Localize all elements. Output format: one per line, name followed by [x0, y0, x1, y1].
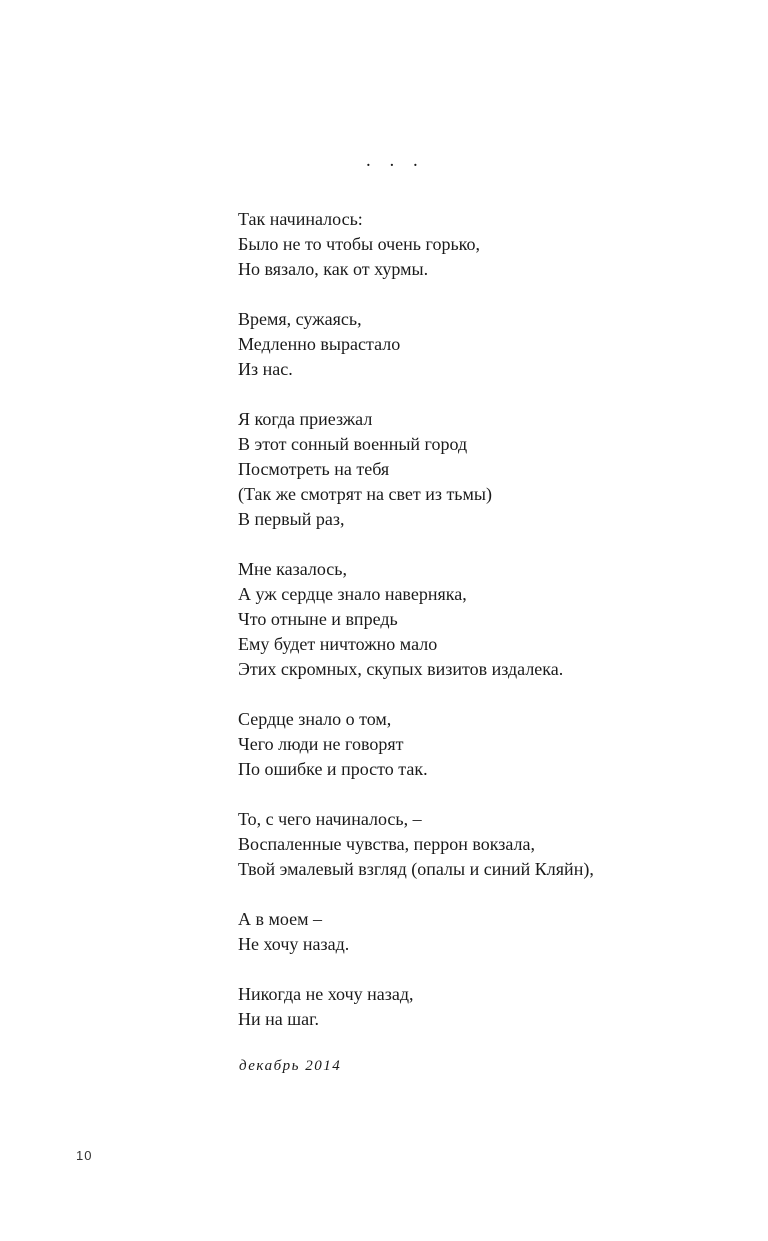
stanza-separator: . . .	[366, 150, 425, 171]
poem-line: Никогда не хочу назад,	[238, 984, 414, 1004]
poem-line: Мне казалось,	[238, 559, 347, 579]
poem-line: Медленно вырастало	[238, 334, 401, 354]
stanza-6	[238, 807, 758, 882]
poem-line: Но вязало, как от хурмы.	[238, 259, 429, 279]
stanza-5	[238, 707, 758, 782]
poem-line: Ему будет ничтожно мало	[238, 634, 438, 654]
poem-body	[238, 207, 758, 1057]
poem-line: В этот сонный военный город	[238, 434, 468, 454]
poem-line: Было не то чтобы очень горько,	[238, 234, 480, 254]
poem-line: По ошибке и просто так.	[238, 759, 428, 779]
poem-line: Чего люди не говорят	[238, 734, 404, 754]
stanza-7	[238, 907, 758, 957]
stanza-8	[238, 982, 758, 1032]
stanza-3	[238, 407, 758, 532]
poem-line: Что отныне и впредь	[238, 609, 398, 629]
stanza-2	[238, 307, 758, 382]
poem-line: Сердце знало о том,	[238, 709, 392, 729]
poem-line: Время, сужаясь,	[238, 309, 362, 329]
poem-line: То, с чего начиналось, –	[238, 809, 422, 829]
poem-line: Посмотреть на тебя	[238, 459, 390, 479]
poem-line: Не хочу назад.	[238, 934, 350, 954]
poem-line: Воспаленные чувства, перрон вокзала,	[238, 834, 535, 854]
poem-line: В первый раз,	[238, 509, 345, 529]
page-number: 10	[76, 1148, 93, 1163]
poem-line: Ни на шаг.	[238, 1009, 319, 1029]
poem-date: декабрь 2014	[239, 1058, 342, 1074]
poem-line: А уж сердце знало наверняка,	[238, 584, 467, 604]
poem-line: Этих скромных, скупых визитов издалека.	[238, 659, 564, 679]
stanza-4	[238, 557, 758, 682]
poem-line: (Так же смотрят на свет из тьмы)	[238, 484, 492, 504]
poem-line: Из нас.	[238, 359, 293, 379]
poem-line: Твой эмалевый взгляд (опалы и синий Кляйн),	[238, 859, 594, 879]
poem-line: Так начиналось:	[238, 209, 363, 229]
poem-line: А в моем –	[238, 909, 322, 929]
stanza-1	[238, 207, 758, 282]
poem-line: Я когда приезжал	[238, 409, 373, 429]
